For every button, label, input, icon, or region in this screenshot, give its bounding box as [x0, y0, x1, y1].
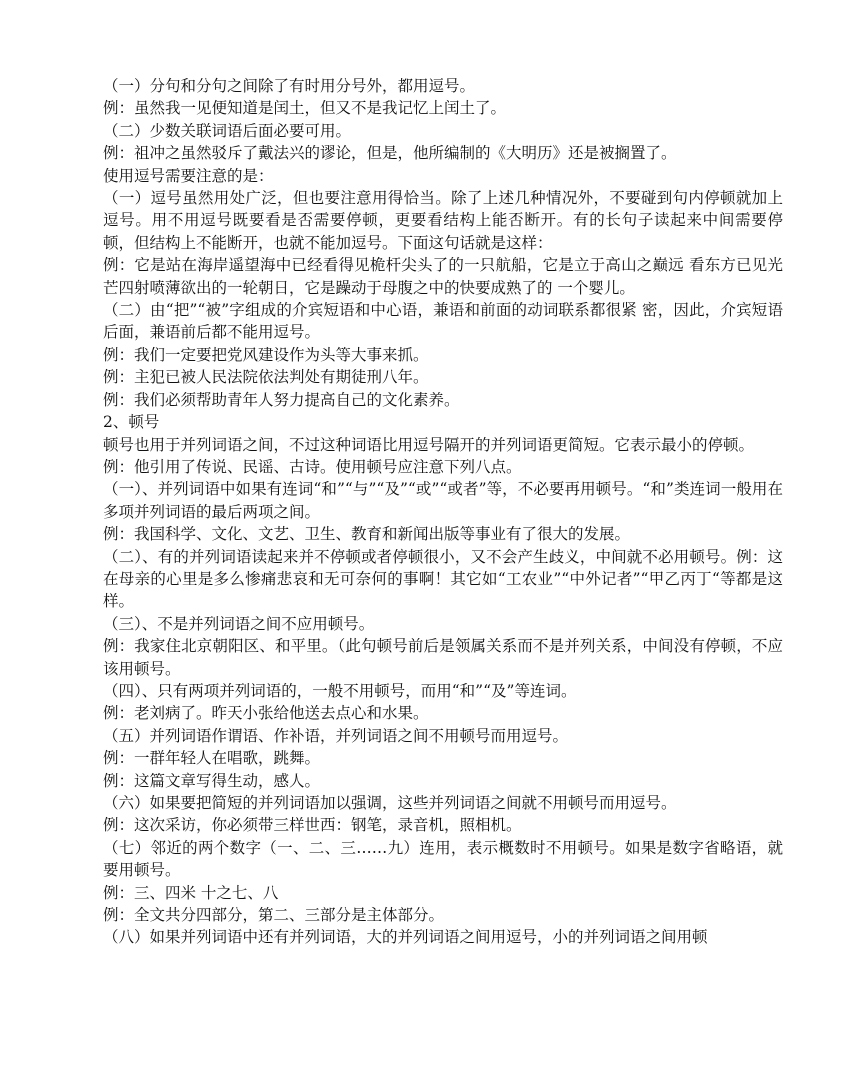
paragraph-point-4: （四）、只有两项并列词语的，一般不用顿号，而用“和”“及”等连词。 — [103, 681, 577, 700]
paragraph-example: 例：虽然我一见便知道是闰土，但又不是我记忆上闰土了。 — [103, 99, 507, 118]
document-page — [103, 75, 783, 949]
paragraph-heading: 使用逗号需要注意的是： — [103, 166, 274, 185]
paragraph-point-3: （三）、不是并列词语之间不应用顿号。 — [103, 614, 375, 633]
paragraph-example: 例：我家住北京朝阳区、和平里。（此句顿号前后是领属关系而不是并列关系，中间没有停顿，不应该用顿号。 — [103, 637, 783, 678]
paragraph-example: 例：祖冲之虽然驳斥了戴法兴的谬论，但是，他所编制的《大明历》还是被搁置了。 — [103, 144, 677, 163]
paragraph-example: 例：全文共分四部分，第二、三部分是主体部分。 — [103, 906, 445, 925]
paragraph-example: 例：老刘病了。昨天小张给他送去点心和水果。 — [103, 704, 429, 723]
paragraph-rule-2: （二）少数关联词语后面必要可用。 — [103, 121, 352, 140]
paragraph-example: 例：一群年轻人在唱歌，跳舞。 — [103, 749, 321, 768]
paragraph-example: 例：三、四米 十之七、八 — [103, 883, 279, 902]
paragraph-example: 例：它是站在海岸遥望海中已经看得见桅杆尖头了的一只航船，它是立于高山之巅远 看东方已见光芒四射喷薄欲出的一轮朝日，它是躁动于母腹之中的快要成熟了的 一个婴儿。 — [103, 256, 783, 297]
paragraph-example: 例：主犯已被人民法院依法判处有期徒刑八年。 — [103, 368, 429, 387]
paragraph-example: 例：我们一定要把党风建设作为头等大事来抓。 — [103, 345, 429, 364]
paragraph-point-6: （六）如果要把简短的并列词语加以强调，这些并列词语之间就不用顿号而用逗号。 — [103, 794, 677, 812]
paragraph-note-1: （一）逗号虽然用处广泛，但也要注意用得恰当。除了上述几种情况外，不要碰到句内停顿就加上逗号。用不用逗号既要看是否需要停顿，更要看结构上能否断开。有的长句子读起来中间需要停顿，但结构上不能断开，也就不能加逗号。下面这句话就是这样： — [103, 189, 783, 252]
paragraph-rule-1: （一）分句和分句之间除了有时用分号外，都用逗号。 — [103, 77, 476, 95]
paragraph-example: 例：这篇文章写得生动，感人。 — [103, 771, 321, 790]
paragraph-point-2: （二）、有的并列词语读起来并不停顿或者停顿很小，又不会产生歧义，中间就不必用顿号。例：这在母亲的心里是多么惨痛悲哀和无可奈何的事啊！其它如“工农业”“中外记者”“甲乙丙丁“等都是这样。 — [103, 547, 783, 611]
paragraph-point-1: （一）、并列词语中如果有连词“和”“与”“及”“或”“或者”等，不必要再用顿号。“和”类连词一般用在多项并列词语的最后两项之间。 — [103, 480, 783, 521]
paragraph-example: 例：这次采访，你必须带三样世西：钢笔，录音机，照相机。 — [103, 816, 522, 835]
paragraph-point-5: （五）并列词语作谓语、作补语，并列词语之间不用顿号而用逗号。 — [103, 726, 569, 745]
paragraph-example: 例：我国科学、文化、文艺、卫生、教育和新闻出版等事业有了很大的发展。 — [103, 525, 631, 544]
paragraph-definition: 顿号也用于并列词语之间，不过这种词语比用逗号隔开的并列词语更简短。它表示最小的停顿。 — [103, 435, 755, 454]
section-heading: 2、顿号 — [103, 413, 160, 432]
paragraph-example: 例：我们必须帮助青年人努力提高自己的文化素养。 — [103, 390, 460, 409]
paragraph-example: 例：他引用了传说、民谣、古诗。使用顿号应注意下列八点。 — [103, 457, 522, 476]
paragraph-point-8: （八）如果并列词语中还有并列词语，大的并列词语之间用逗号，小的并列词语之间用顿 — [103, 928, 708, 947]
paragraph-note-2: （二）由“把”“被”字组成的介宾短语和中心语，兼语和前面的动词联系都很紧 密，因此，介宾短语后面，兼语前后都不能用逗号。 — [103, 301, 783, 342]
paragraph-point-7: （七）邻近的两个数字（一、二、三……九）连用，表示概数时不用顿号。如果是数字省略语，就要用顿号。 — [103, 838, 783, 880]
